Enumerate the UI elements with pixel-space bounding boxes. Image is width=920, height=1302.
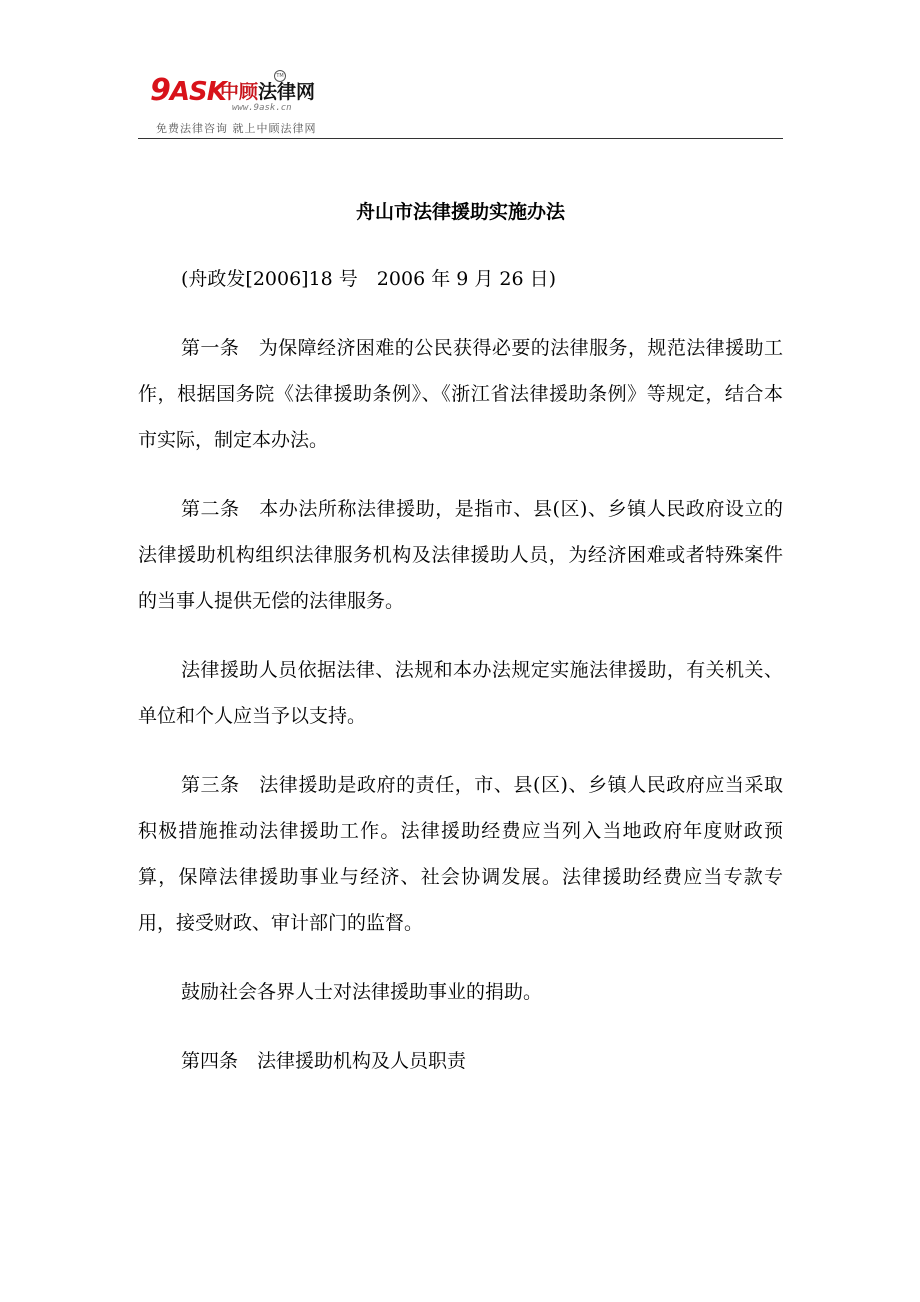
logo-url: www.9ask.cn xyxy=(232,103,292,113)
article-1: 第一条 为保障经济困难的公民获得必要的法律服务，规范法律援助工作，根据国务院《法律援助条例》、《浙江省法律援助条例》等规定，结合本市实际，制定本办法。 xyxy=(138,337,783,451)
article-3: 第三条 法律援助是政府的责任，市、县(区)、乡镇人民政府应当采取积极措施推动法律援助工作。法律援助经费应当列入当地政府年度财政预算，保障法律援助事业与经济、社会协调发展。法律援助经费应当专款专用，接受财政、审计部门的监督。 xyxy=(138,774,783,934)
logo-mark xyxy=(150,73,226,108)
document-issue-info: (舟政发[2006]18 号 2006 年 9 月 26 日) xyxy=(181,268,557,290)
page-header xyxy=(138,66,783,139)
article-3-paragraph-2: 鼓励社会各界人士对法律援助事业的捐助。 xyxy=(181,981,543,1003)
logo-cn-left: 中顾 xyxy=(220,81,259,103)
article-2: 第二条 本办法所称法律援助，是指市、县(区)、乡镇人民政府设立的法律援助机构组织法律服务机构及法律援助人员，为经济困难或者特殊案件的当事人提供无偿的法律服务。 xyxy=(138,498,783,612)
logo-mark-nine: 9 xyxy=(150,73,170,108)
logo-cn-name xyxy=(220,80,315,104)
site-logo[interactable] xyxy=(150,70,350,135)
article-4-heading: 第四条 法律援助机构及人员职责 xyxy=(181,1050,467,1072)
logo-cn-right: 法律网 xyxy=(258,81,316,103)
article-2-paragraph-2: 法律援助人员依据法律、法规和本办法规定实施法律援助，有关机关、单位和个人应当予以支持。 xyxy=(138,659,783,727)
trademark-icon: TM xyxy=(274,70,286,82)
logo-slogan: 免费法律咨询 就上中顾法律网 xyxy=(156,122,317,135)
document-body xyxy=(138,190,783,1107)
document-title: 舟山市法律援助实施办法 xyxy=(355,201,565,223)
logo-mark-ask: ASK xyxy=(169,77,226,107)
